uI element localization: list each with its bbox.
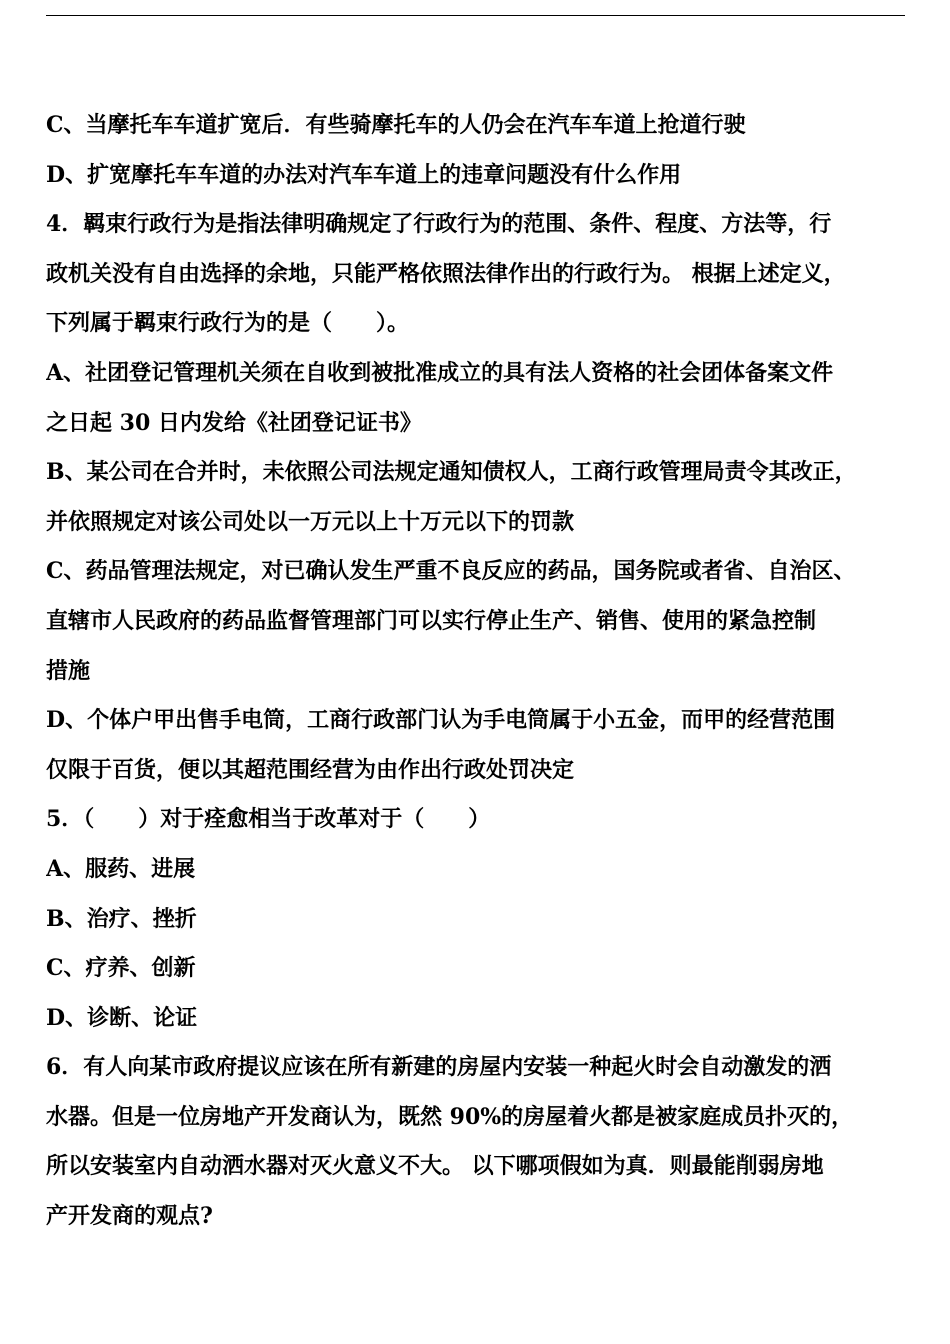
option-d-q5: D、诊断、论证 bbox=[46, 1004, 198, 1031]
option-b-q4-line-1: B、某公司在合并时，未依照公司法规定通知债权人，工商行政管理局责令其改正， bbox=[46, 459, 857, 486]
header-rule bbox=[46, 15, 905, 16]
question-4-line-2: 政机关没有自由选择的余地，只能严格依照法律作出的行政行为。 根据上述定义， bbox=[46, 260, 846, 287]
question-6-line-2: 水器。但是一位房地产开发商认为，既然 90%的房屋着火都是被家庭成员扑灭的， bbox=[46, 1103, 854, 1130]
option-a-q5: A、服药、进展 bbox=[46, 855, 196, 882]
document-body bbox=[46, 101, 914, 1242]
question-6-line-1: 6．有人向某市政府提议应该在所有新建的房屋内安装一种起火时会自动激发的洒 bbox=[46, 1054, 832, 1081]
option-c-q4-line-3: 措施 bbox=[46, 657, 91, 684]
option-c-q4-line-1: C、药品管理法规定，对已确认发生严重不良反应的药品，国务院或者省、自治区、 bbox=[46, 558, 856, 585]
option-b-q4-line-2: 并依照规定对该公司处以一万元以上十万元以下的罚款 bbox=[46, 508, 575, 535]
option-d-q4-line-1: D、个体户甲出售手电筒，工商行政部门认为手电筒属于小五金，而甲的经营范围 bbox=[46, 707, 836, 734]
option-c-q3: C、当摩托车车道扩宽后．有些骑摩托车的人仍会在汽车车道上抢道行驶 bbox=[46, 112, 746, 138]
question-4-line-1: 4．羁束行政行为是指法律明确规定了行政行为的范围、条件、程度、方法等，行 bbox=[46, 211, 832, 238]
question-6-line-3: 所以安装室内自动洒水器对灭火意义不大。 以下哪项假如为真．则最能削弱房地 bbox=[46, 1153, 824, 1180]
option-a-q4-line-1: A、社团登记管理机关须在自收到被批准成立的具有法人资格的社会团体备案文件 bbox=[46, 359, 834, 386]
option-c-q5: C、疗养、创新 bbox=[46, 955, 196, 982]
option-a-q4-line-2: 之日起 30 日内发给《社团登记证书》 bbox=[46, 409, 422, 436]
option-c-q4-line-2: 直辖市人民政府的药品监督管理部门可以实行停止生产、销售、使用的紧急控制 bbox=[46, 607, 817, 634]
question-5: 5．（ ）对于痊愈相当于改革对于（ ） bbox=[46, 806, 491, 833]
option-d-q4-line-2: 仅限于百货，便以其超范围经营为由作出行政处罚决定 bbox=[46, 756, 575, 783]
question-4-line-3: 下列属于羁束行政行为的是（ ）。 bbox=[46, 310, 410, 337]
option-d-q3: D、扩宽摩托车车道的办法对汽车车道上的违章问题没有什么作用 bbox=[46, 161, 682, 188]
option-b-q5: B、治疗、挫折 bbox=[46, 905, 197, 932]
question-6-line-4: 产开发商的观点? bbox=[46, 1203, 213, 1230]
